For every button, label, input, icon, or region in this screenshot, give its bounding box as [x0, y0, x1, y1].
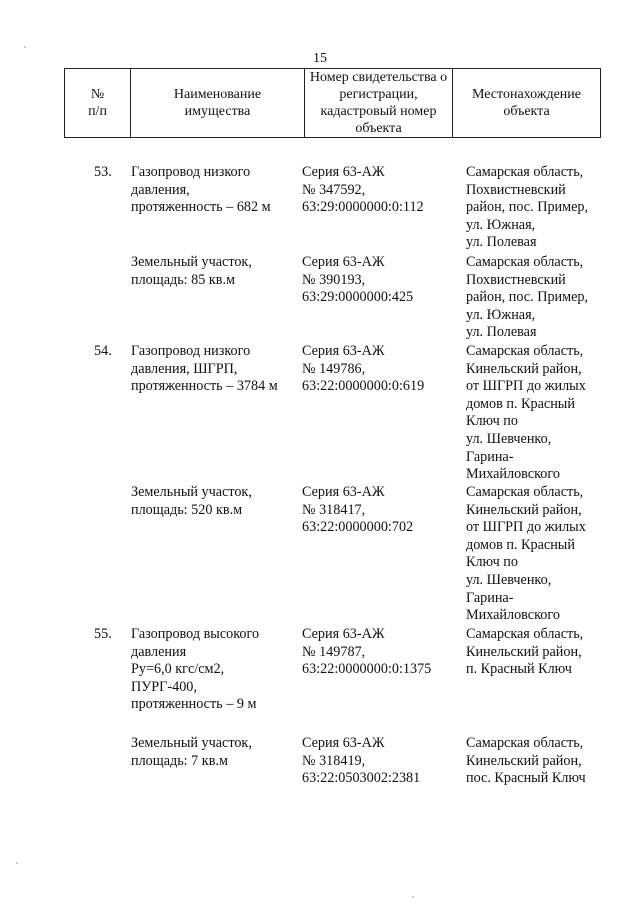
- header-certificate-column: Номер свидетельства о регистрации, кадастровый номер объекта: [305, 69, 453, 138]
- header-number-column: № п/п: [65, 69, 131, 138]
- entry-name: Земельный участок, площадь: 7 кв.м: [131, 735, 252, 769]
- entry-location: Самарская область, Кинельский район, от ШГРП до жилых домов п. Красный Ключ по ул. Шевченко, Гарина- Михайловского: [466, 484, 586, 624]
- entry-name: Газопровод высокого давления Ру=6,0 кгс/см2, ПУРГ-400, протяженность – 9 м: [131, 626, 260, 713]
- header-location-column: Местонахождение объекта: [453, 69, 601, 138]
- entry-location: Самарская область, Похвистневский район, пос. Пример, ул. Южная, ул. Полевая: [466, 254, 589, 341]
- entry-certificate: Серия 63-АЖ № 347592, 63:29:0000000:0:112: [302, 164, 424, 216]
- scan-speck: [16, 862, 18, 864]
- entry-certificate: Серия 63-АЖ № 390193, 63:29:0000000:425: [302, 254, 414, 306]
- entry-certificate: Серия 63-АЖ № 149787, 63:22:0000000:0:1375: [302, 626, 432, 678]
- entry-location: Самарская область, Кинельский район, п. Красный Ключ: [466, 626, 584, 678]
- entry-name: Земельный участок, площадь: 85 кв.м: [131, 254, 252, 288]
- table-header: [64, 68, 601, 138]
- entry-certificate: Серия 63-АЖ № 149786, 63:22:0000000:0:619: [302, 343, 425, 395]
- entry-name: Газопровод низкого давления, протяженность – 682 м: [131, 164, 271, 216]
- scan-speck: [24, 46, 26, 48]
- entry-location: Самарская область, Похвистневский район, пос. Пример, ул. Южная, ул. Полевая: [466, 164, 589, 251]
- entry-location: Самарская область, Кинельский район, пос. Красный Ключ: [466, 735, 586, 787]
- entry-certificate: Серия 63-АЖ № 318417, 63:22:0000000:702: [302, 484, 414, 536]
- header-name-column: Наименование имущества: [131, 69, 305, 138]
- entry-name: Земельный участок, площадь: 520 кв.м: [131, 484, 252, 518]
- entry-number: 53.: [94, 164, 112, 180]
- entry-location: Самарская область, Кинельский район, от ШГРП до жилых домов п. Красный Ключ по ул. Шевченко, Гарина- Михайловского: [466, 343, 586, 483]
- entry-number: 55.: [94, 626, 112, 642]
- entry-number: 54.: [94, 343, 112, 359]
- entry-name: Газопровод низкого давления, ШГРП, протяженность – 3784 м: [131, 343, 278, 395]
- scan-speck: [412, 896, 414, 898]
- entry-certificate: Серия 63-АЖ № 318419, 63:22:0503002:2381: [302, 735, 421, 787]
- page-number: 15: [313, 51, 327, 66]
